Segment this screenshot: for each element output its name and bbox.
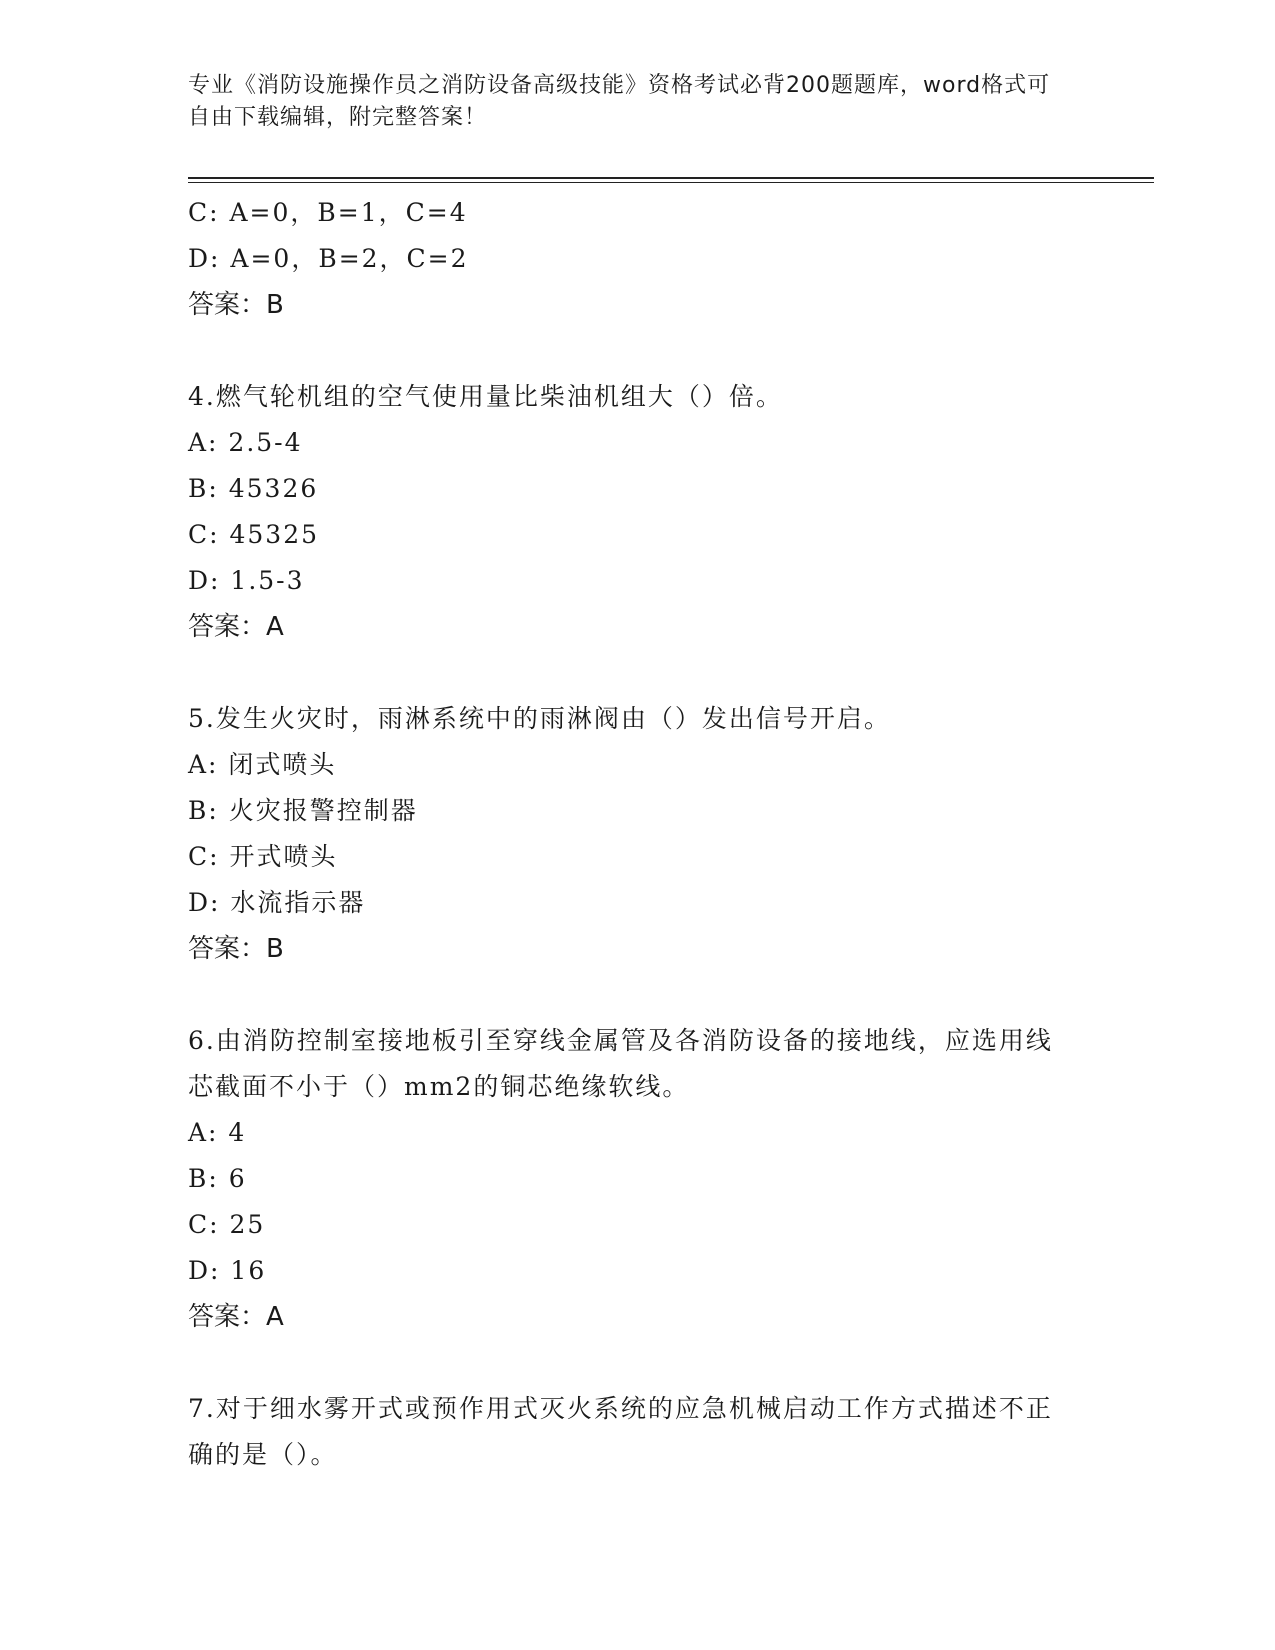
question-stem: 4.燃气轮机组的空气使用量比柴油机组大（）倍。 <box>188 382 783 411</box>
option-b: B: 火灾报警控制器 <box>188 796 418 825</box>
spacer <box>188 972 1068 1018</box>
question-6 <box>188 1018 1068 1340</box>
question-list <box>188 190 1068 1478</box>
option-b: B: 45326 <box>188 474 319 503</box>
question-stem: 6.由消防控制室接地板引至穿线金属管及各消防设备的接地线，应选用线芯截面不小于（）mm2的铜芯绝缘软线。 <box>188 1026 1053 1101</box>
question-7 <box>188 1386 1068 1478</box>
header-rule-thin <box>188 182 1154 183</box>
option-a: A: 闭式喷头 <box>188 750 337 779</box>
option-c: C: 25 <box>188 1210 266 1239</box>
spacer <box>188 328 1068 374</box>
option-a: A: 2.5-4 <box>188 428 303 457</box>
answer-label: 答案：A <box>188 1302 284 1332</box>
answer-label: 答案：A <box>188 612 284 642</box>
option-d: D: 1.5-3 <box>188 566 305 595</box>
answer-label: 答案：B <box>188 290 284 320</box>
option-c: C: A=0，B=1，C=4 <box>188 198 468 227</box>
question-3-tail <box>188 190 1068 328</box>
question-stem: 7.对于细水雾开式或预作用式灭火系统的应急机械启动工作方式描述不正确的是（）。 <box>188 1394 1053 1469</box>
option-c: C: 45325 <box>188 520 320 549</box>
option-b: B: 6 <box>188 1164 247 1193</box>
spacer <box>188 650 1068 696</box>
spacer <box>188 1340 1068 1386</box>
answer-label: 答案：B <box>188 934 284 964</box>
question-stem: 5.发生火灾时，雨淋系统中的雨淋阀由（）发出信号开启。 <box>188 704 891 733</box>
option-d: D: A=0，B=2，C=2 <box>188 244 469 273</box>
page-header: 专业《消防设施操作员之消防设备高级技能》资格考试必背200题题库，word格式可自由下载编辑，附完整答案！ <box>188 73 1051 130</box>
question-5 <box>188 696 1068 972</box>
question-4 <box>188 374 1068 650</box>
option-d: D: 水流指示器 <box>188 888 366 917</box>
option-a: A: 4 <box>188 1118 247 1147</box>
option-d: D: 16 <box>188 1256 267 1285</box>
header-rule-thick <box>188 177 1154 179</box>
option-c: C: 开式喷头 <box>188 842 338 871</box>
